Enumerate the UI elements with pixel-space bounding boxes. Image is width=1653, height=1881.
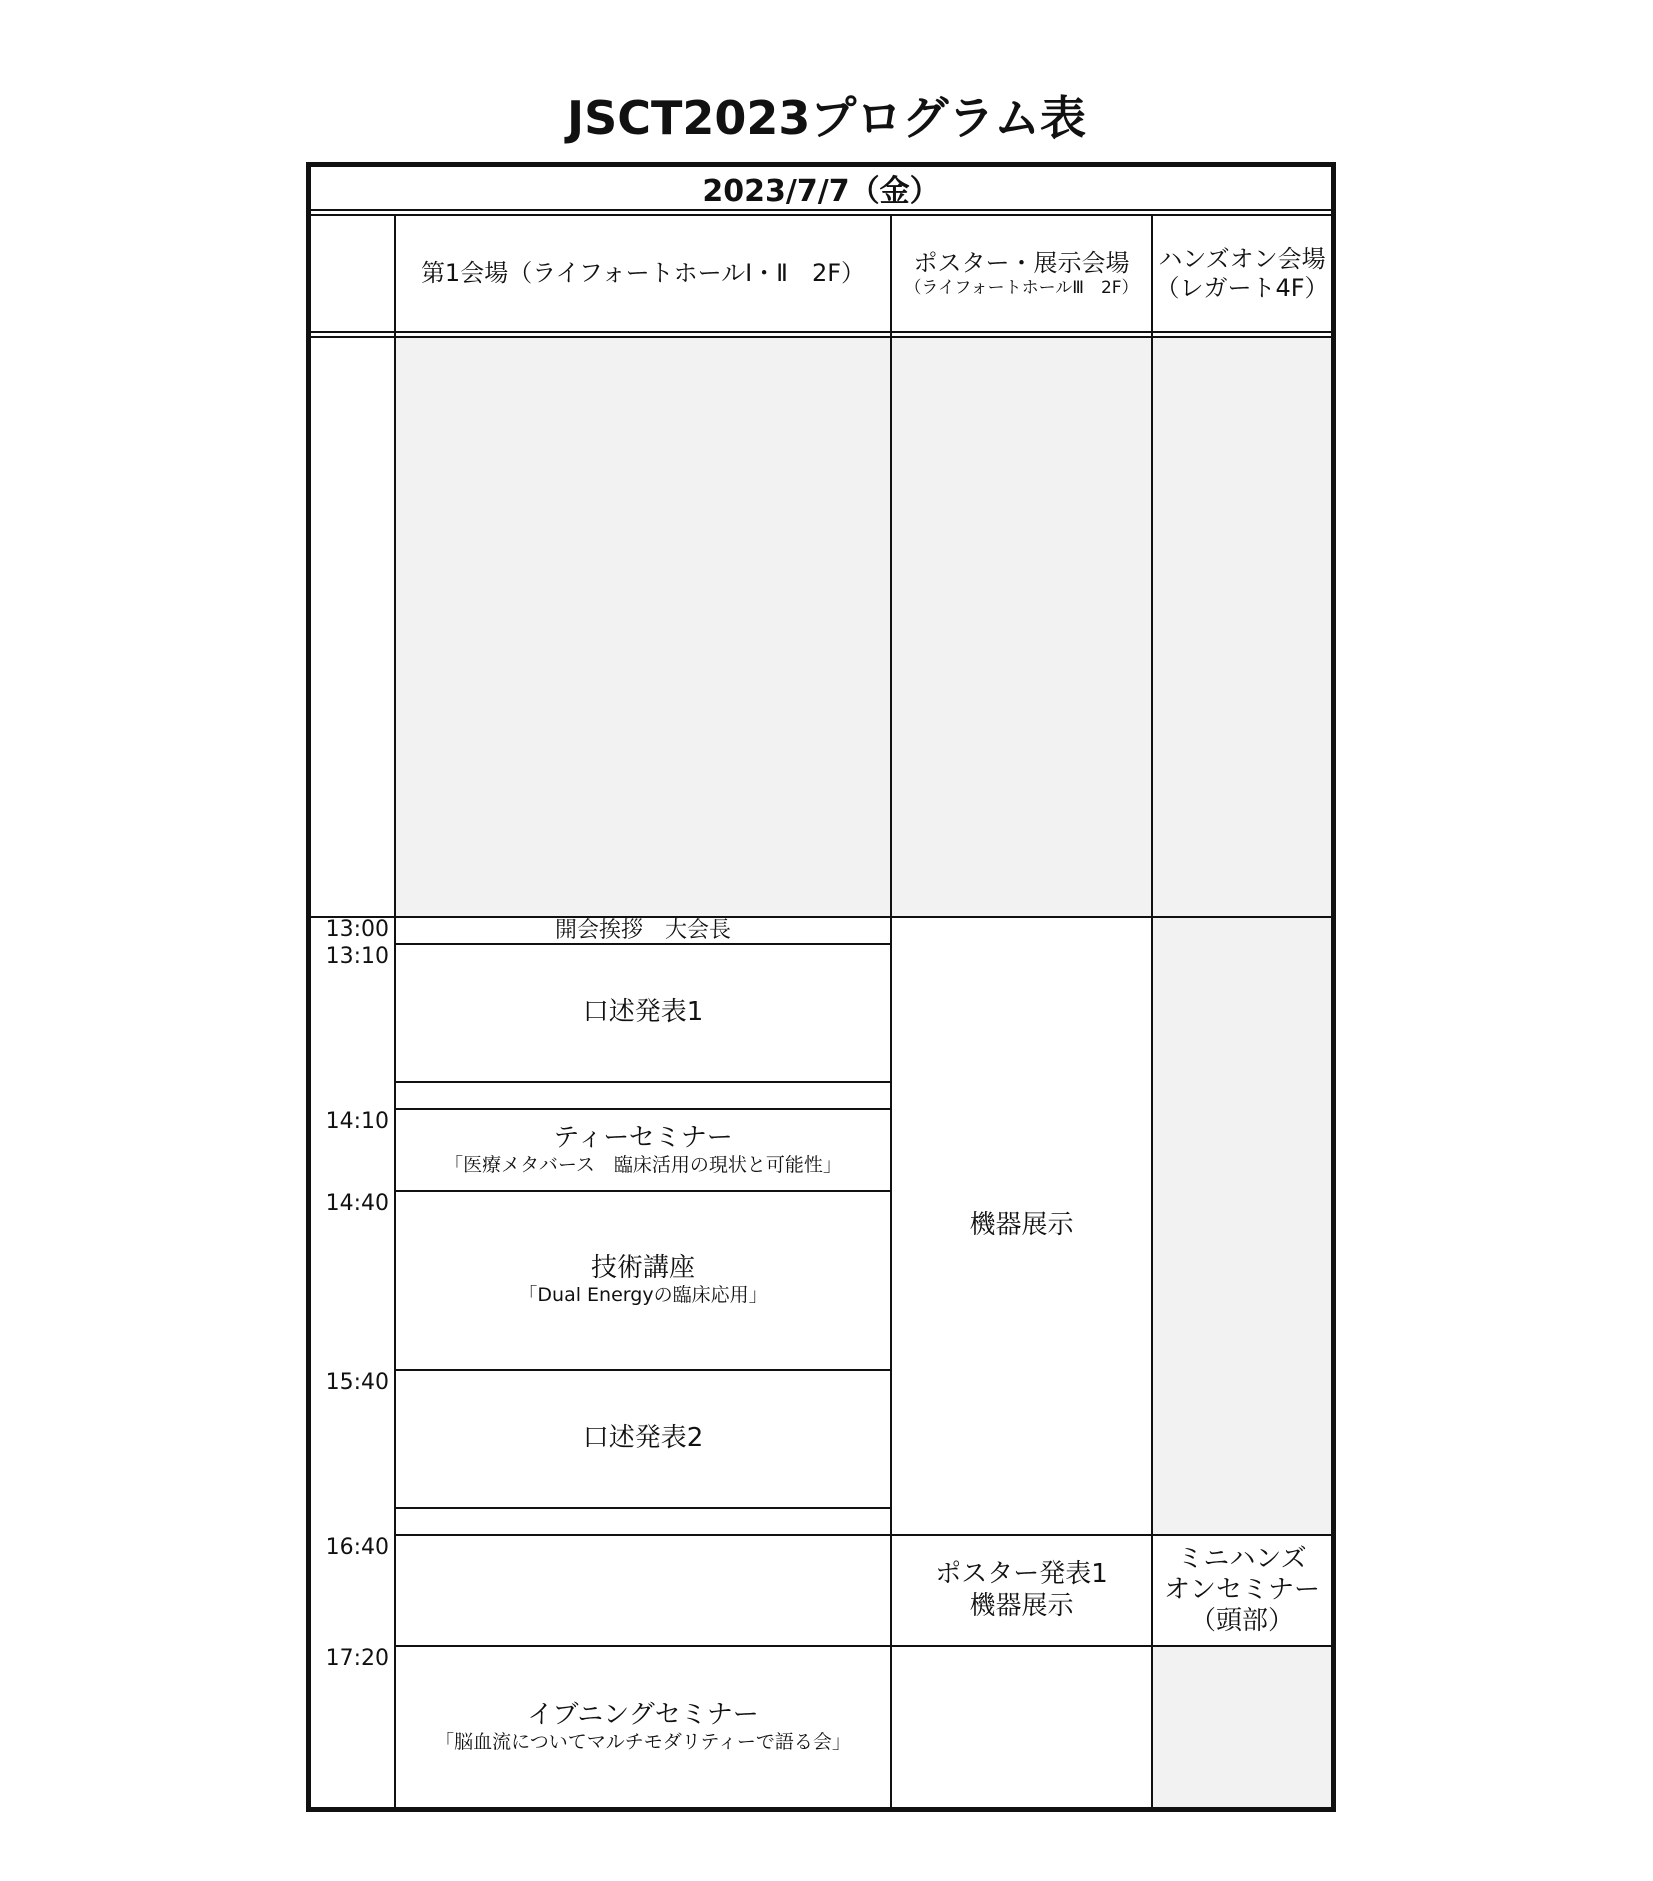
program-table bbox=[306, 162, 1336, 1812]
session-oral2-label: 口述発表2 bbox=[582, 1423, 704, 1454]
session-tech-title: 技術講座 bbox=[590, 1253, 695, 1284]
poster-empty-block bbox=[892, 338, 1151, 916]
session-mini-line1: ミニハンズ bbox=[1177, 1543, 1307, 1574]
poster-hall-label: ポスター・展示会場 bbox=[913, 248, 1130, 277]
session-oral1 bbox=[396, 945, 890, 1081]
date-label: 2023/7/7（金） bbox=[702, 174, 940, 209]
handson-hall-sublabel: （レガート4F） bbox=[1155, 273, 1329, 302]
handson-empty-block-3 bbox=[1153, 1647, 1331, 1807]
poster-hall-sublabel: （ライフォートホールⅢ 2F） bbox=[904, 277, 1139, 298]
session-mini-handson bbox=[1153, 1536, 1331, 1645]
session-tea-subtitle: 「医療メタバース 臨床活用の現状と可能性」 bbox=[444, 1153, 842, 1176]
session-mini-line3: （頭部） bbox=[1189, 1606, 1294, 1637]
session-opening bbox=[396, 918, 890, 943]
session-technical-course bbox=[396, 1192, 890, 1369]
session-poster1-line2: 機器展示 bbox=[969, 1590, 1074, 1621]
time-label: 13:00 bbox=[325, 917, 389, 942]
row-divider bbox=[394, 1507, 892, 1509]
session-evening-subtitle: 「脳血流についてマルチモダリティーで語る会」 bbox=[435, 1730, 851, 1753]
session-exhibit-label: 機器展示 bbox=[969, 1210, 1074, 1241]
header-poster bbox=[892, 216, 1151, 331]
time-label: 14:40 bbox=[325, 1191, 389, 1216]
header-handson bbox=[1153, 216, 1331, 331]
session-tea-title: ティーセミナー bbox=[553, 1122, 733, 1153]
handson-hall-label: ハンズオン会場 bbox=[1158, 244, 1326, 273]
time-label: 17:20 bbox=[325, 1646, 389, 1671]
header-hall1 bbox=[396, 216, 890, 331]
header-divider bbox=[311, 331, 1331, 338]
session-exhibit bbox=[892, 918, 1151, 1534]
page-title: JSCT2023プログラム表 bbox=[567, 91, 1086, 145]
session-mini-line2: オンセミナー bbox=[1163, 1574, 1320, 1605]
handson-empty-block bbox=[1153, 338, 1331, 916]
time-label: 15:40 bbox=[325, 1370, 389, 1395]
row-divider bbox=[394, 1081, 892, 1083]
session-evening-seminar bbox=[396, 1647, 890, 1807]
time-label: 13:10 bbox=[325, 944, 389, 969]
hall1-label: 第1会場（ライフォートホールⅠ・Ⅱ 2F） bbox=[420, 259, 866, 288]
date-header bbox=[311, 167, 1331, 209]
hall1-empty-block bbox=[396, 338, 890, 916]
session-oral2 bbox=[396, 1371, 890, 1507]
date-divider bbox=[311, 209, 1331, 216]
handson-empty-block-2 bbox=[1153, 918, 1331, 1535]
session-poster1-line1: ポスター発表1 bbox=[935, 1559, 1108, 1590]
session-poster1 bbox=[892, 1536, 1151, 1645]
session-opening-label: 開会挨拶 大会長 bbox=[554, 917, 731, 943]
time-label: 14:10 bbox=[325, 1109, 389, 1134]
session-tech-subtitle: 「Dual Energyの臨床応用」 bbox=[518, 1284, 768, 1307]
time-label: 16:40 bbox=[325, 1535, 389, 1560]
session-tea-seminar bbox=[396, 1110, 890, 1190]
session-oral1-label: 口述発表1 bbox=[582, 997, 704, 1028]
session-evening-title: イブニングセミナー bbox=[527, 1699, 759, 1730]
